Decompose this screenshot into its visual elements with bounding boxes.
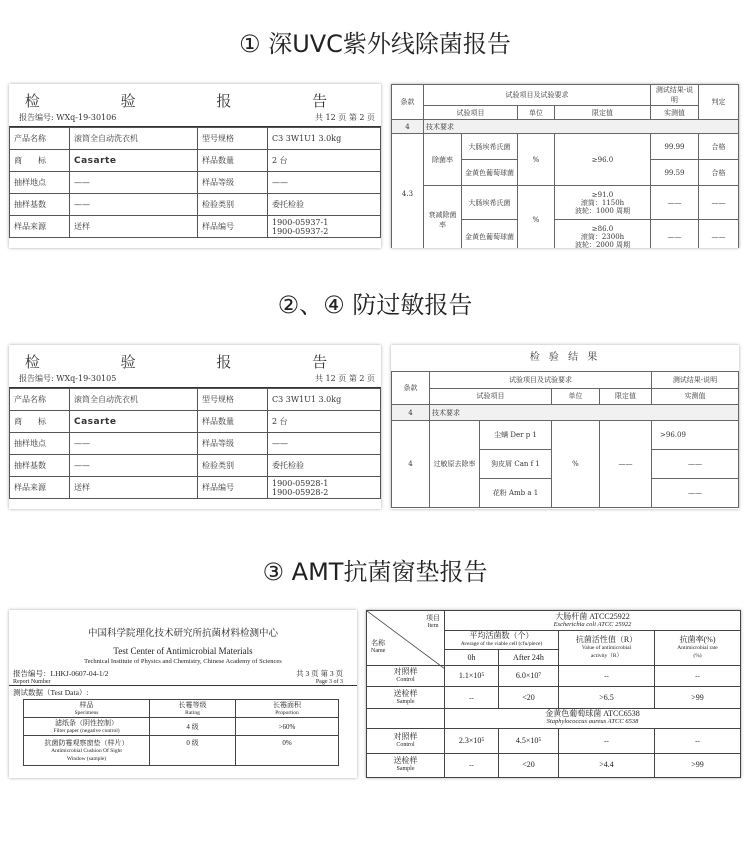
header-text: Average of the viable cell (cfu/piece): [460, 641, 543, 648]
report-title: 检 验 报 告: [24, 92, 366, 110]
value-cell: ——: [70, 433, 198, 455]
corner-name: [371, 639, 385, 655]
value-cell: ——: [268, 433, 381, 455]
header-text: Value of antimicrobial: [581, 645, 632, 652]
header-text: Proportion: [275, 709, 299, 716]
uvc-inspection-report: [9, 84, 381, 248]
label-cell: 商 标: [10, 411, 70, 433]
tech-label: 技术要求: [430, 405, 739, 421]
header-rating: [150, 700, 236, 718]
tech-label: 技术要求: [424, 120, 739, 134]
label-cell: 检验类别: [198, 194, 268, 216]
label-cell: 样品编号: [198, 216, 268, 238]
brand-logo: Casarte: [70, 411, 198, 433]
bacteria-name: 金黄色葡萄球菌: [462, 220, 518, 249]
activity-value: --: [559, 665, 655, 686]
allergy-inspection-report: [9, 345, 381, 509]
header-item: 试验项目: [424, 106, 518, 120]
sample-text: Filter paper (negative control): [53, 727, 120, 734]
row-label: [367, 753, 445, 777]
header-item: 试验项目: [430, 388, 552, 405]
label-text: Sample: [396, 698, 415, 705]
value-cell: ——: [70, 194, 198, 216]
count-0h: 2.3×10⁵: [445, 729, 499, 753]
report-pages: 共 3 页 第 3 页: [296, 669, 343, 678]
area-cell: 0%: [236, 736, 339, 766]
report-pages-en: Page 3 of 3: [315, 679, 343, 685]
header-corner: [367, 611, 445, 666]
header-text: 抗菌活性值（R）: [575, 635, 638, 645]
report-number: 报告编号：LHKJ-0607-04-1/2: [13, 669, 109, 678]
label-cell: 型号规格: [198, 128, 268, 150]
value-cell: 2 台: [268, 411, 381, 433]
header-result: 测试结果-说明: [652, 372, 739, 389]
rate-value: >99: [655, 753, 741, 777]
header-text: activity（R）: [590, 653, 623, 660]
label-text: Control: [396, 677, 415, 684]
report-number-line: [9, 665, 357, 679]
sample-cell: [24, 736, 150, 766]
value-cell: C3 3W1U1 3.0kg: [268, 389, 381, 411]
value-cell: [268, 216, 381, 238]
measured-value: ——: [652, 449, 739, 478]
sample-text: 滤纸条（阴性控制）: [55, 718, 118, 727]
mold-table: [23, 699, 339, 766]
value-cell: 滚筒全自动洗衣机: [70, 389, 198, 411]
sample-number: 1900-05928-2: [272, 487, 329, 497]
limit-text: ≥91.0: [591, 190, 614, 199]
header-text: Rating: [185, 709, 200, 716]
label-cell: 抽样基数: [10, 194, 70, 216]
table-row: [24, 718, 339, 736]
sample-text: 抗菌防霉观察窗垫（样片）: [44, 738, 129, 747]
limit-text: 滚筒：2300h: [580, 232, 625, 241]
header-activity: [559, 631, 655, 666]
header-text: 长霉面积: [273, 700, 301, 709]
institute-en-title: Technical Institute of Physics and Chemistry, Chinese Academy of Sciences: [84, 658, 282, 665]
limit-cell: ——: [600, 420, 652, 507]
tech-number: 4: [392, 405, 430, 421]
bacteria-1-header: [445, 611, 741, 631]
label-cell: 样品来源: [10, 477, 70, 499]
header-text: 项目: [426, 614, 440, 622]
report-info-table: [9, 388, 381, 499]
label-cell: 检验类别: [198, 455, 268, 477]
measured-value: ——: [651, 220, 699, 249]
limit-cell: [555, 186, 651, 220]
label-cell: 抽样基数: [10, 455, 70, 477]
bacteria-name: 大肠埃希氏菌: [462, 186, 518, 220]
table-row: [10, 477, 381, 499]
test-data-label: 测试数据（Test Data）:: [13, 688, 89, 697]
count-0h: --: [445, 687, 499, 708]
group-name: 除菌率: [424, 134, 462, 186]
table-row: [10, 411, 381, 433]
rating-cell: 0 级: [150, 736, 236, 766]
header-text: Name: [371, 648, 386, 654]
section-title-allergy: ②、④ 防过敏报告: [277, 291, 473, 319]
uvc-result-table-card: [391, 84, 739, 248]
judge-cell: 合格: [699, 160, 739, 186]
header-area: [236, 700, 339, 718]
table-row: [10, 389, 381, 411]
bacteria-name: 大肠埃希氏菌: [462, 134, 518, 160]
unit-cell: %: [552, 420, 600, 507]
allergen-name: 花粉 Amb a 1: [480, 478, 552, 507]
header-text: Item: [427, 623, 439, 629]
bacteria-name: 金黄色葡萄球菌 ATCC6538: [545, 709, 640, 719]
header-limit: 限定值: [600, 388, 652, 405]
value-cell: ——: [70, 455, 198, 477]
header-unit: 单位: [552, 388, 600, 405]
table-row: [10, 216, 381, 238]
value-cell: ——: [70, 172, 198, 194]
label-cell: 样品编号: [198, 477, 268, 499]
rate-value: --: [655, 729, 741, 753]
header-unit: 单位: [518, 106, 555, 120]
label-text: Sample: [396, 766, 415, 773]
label-cell: 样品数量: [198, 411, 268, 433]
measured-value: ——: [651, 186, 699, 220]
header-text: 长霉等级: [178, 700, 207, 709]
label-text: 送检样: [393, 756, 418, 766]
value-cell: 委托检验: [268, 455, 381, 477]
sample-text: Antimicrobial Cushion Of Sight: [51, 747, 122, 754]
bacteria-name: 大肠杆菌 ATCC25922: [555, 611, 630, 621]
limit-text: ≥86.0: [591, 224, 614, 233]
limit-cell: [555, 220, 651, 249]
sample-cell: [24, 718, 150, 736]
count-24h: <20: [499, 753, 559, 777]
table-row: [10, 128, 381, 150]
report-pages: 共 12 页 第 2 页: [315, 113, 375, 122]
header-text: Antimicrobial rate: [677, 645, 718, 652]
value-cell: C3 3W1U1 3.0kg: [268, 128, 381, 150]
label-cell: 样品等级: [198, 433, 268, 455]
count-24h: 4.5×10⁵: [499, 729, 559, 753]
empty-cell: [367, 708, 445, 728]
table-row: [367, 687, 741, 708]
label-cell: 样品等级: [198, 172, 268, 194]
center-cn-title: 中国科学院理化技术研究所抗菌材料检测中心: [87, 629, 278, 639]
label-cell: 样品数量: [198, 150, 268, 172]
header-24h: After 24h: [499, 649, 559, 665]
measured-value: >96.09: [652, 420, 739, 449]
clause-number: 4: [392, 420, 430, 507]
area-cell: >60%: [236, 718, 339, 736]
section-title-amt: ③ AMT抗菌窗垫报告: [262, 558, 488, 586]
header-result: 测试结果-说明: [651, 85, 699, 106]
value-cell: [268, 477, 381, 499]
allergen-name: 尘螨 Der p 1: [480, 420, 552, 449]
label-text: 送检样: [393, 688, 418, 698]
activity-value: >6.5: [559, 687, 655, 708]
label-cell: 抽样地点: [10, 433, 70, 455]
table-row: [367, 729, 741, 753]
measured-value: 99.99: [651, 134, 699, 160]
center-en-title: Test Center of Antimicrobial Materials: [113, 646, 253, 656]
header-text: 名称: [371, 639, 386, 647]
header-0h: 0h: [445, 649, 499, 665]
limit-text: 波轮：2000 周期: [574, 240, 631, 248]
brand-logo: Casarte: [70, 150, 198, 172]
header-items: 试验项目及试验要求: [424, 85, 651, 106]
table-row: [24, 736, 339, 766]
unit-cell: %: [518, 134, 555, 186]
report-number: 报告编号: WXq-19-30105: [19, 374, 117, 383]
measured-value: 99.59: [651, 160, 699, 186]
judge-cell: 合格: [699, 134, 739, 160]
label-text: 对照样: [393, 731, 418, 741]
allergy-result-card: [391, 345, 739, 509]
allergen-name: 狗皮屑 Can f 1: [480, 449, 552, 478]
label-text: 对照样: [393, 667, 418, 677]
report-number-en-line: [9, 679, 357, 686]
count-24h: <20: [499, 687, 559, 708]
label-cell: 样品来源: [10, 216, 70, 238]
header-text: 抗菌率(%): [679, 635, 716, 645]
bacteria-name-en: Escherichia coli ATCC 25922: [553, 620, 632, 628]
header-count: [445, 631, 559, 649]
clause-number: 4.3: [392, 134, 424, 249]
value-cell: 委托检验: [268, 194, 381, 216]
value-cell: 送样: [70, 216, 198, 238]
header-text: 样品: [79, 700, 94, 709]
header-clause: 条款: [392, 372, 430, 405]
count-24h: 6.0×10⁷: [499, 665, 559, 686]
value-cell: ——: [268, 172, 381, 194]
report-number-en: Report Number: [13, 679, 51, 685]
row-label: [367, 687, 445, 708]
header-text: Specimens: [74, 709, 99, 716]
section-title-uvc: ① 深UVC紫外线除菌报告: [239, 30, 511, 58]
rating-cell: 4 级: [150, 718, 236, 736]
header-sample: [24, 700, 150, 718]
label-cell: 产品名称: [10, 389, 70, 411]
header-judge: 判定: [699, 85, 739, 120]
limit-text: 滚筒：1150h: [580, 198, 625, 207]
table-row: [10, 433, 381, 455]
bacteria-2-header: [445, 708, 741, 728]
report-number: 报告编号: WXq-19-30106: [19, 113, 117, 122]
count-0h: --: [445, 753, 499, 777]
tech-number: 4: [392, 120, 424, 134]
sample-number: 1900-05928-1: [272, 478, 329, 488]
label-cell: 产品名称: [10, 128, 70, 150]
antibacterial-table: [366, 610, 741, 778]
report-number-line: [9, 112, 381, 127]
table-row: [10, 455, 381, 477]
header-text: (%): [693, 653, 702, 660]
report-info-table: [9, 127, 381, 238]
header-items: 试验项目及试验要求: [430, 372, 652, 389]
label-cell: 抽样地点: [10, 172, 70, 194]
limit-cell: ≥96.0: [555, 134, 651, 186]
result-title: 检 验 结 果: [529, 352, 601, 363]
report-title: 检 验 报 告: [24, 353, 366, 371]
table-row: [10, 150, 381, 172]
judge-cell: ——: [699, 186, 739, 220]
bacteria-name: 金黄色葡萄球菌: [462, 160, 518, 186]
uvc-result-table: [391, 84, 739, 248]
rate-value: >99: [655, 687, 741, 708]
header-limit: 限定值: [555, 106, 651, 120]
judge-cell: ——: [699, 220, 739, 249]
table-row: [10, 172, 381, 194]
allergy-result-table: [391, 371, 739, 508]
value-cell: 送样: [70, 477, 198, 499]
amt-antibacterial-card: [366, 610, 741, 778]
header-measured: 实测值: [651, 106, 699, 120]
value-cell: 滚筒全自动洗衣机: [70, 128, 198, 150]
sample-number: 1900-05937-2: [272, 226, 329, 236]
limit-text: 波轮：1000 周期: [574, 206, 631, 215]
rate-value: --: [655, 665, 741, 686]
group-name: 衰减除菌率: [424, 186, 462, 249]
header-clause: 条款: [392, 85, 424, 120]
row-label: [367, 729, 445, 753]
sample-number: 1900-05937-1: [272, 217, 329, 227]
label-text: Control: [396, 741, 415, 748]
sample-text: Window (sample): [66, 755, 107, 762]
header-rate: [655, 631, 741, 666]
bacteria-name-en: Staphylococcus aureus ATCC 6538: [546, 718, 639, 726]
corner-item: [426, 614, 440, 630]
table-row: [367, 753, 741, 777]
report-pages: 共 12 页 第 2 页: [315, 374, 375, 383]
label-cell: 型号规格: [198, 389, 268, 411]
count-0h: 1.1×10⁵: [445, 665, 499, 686]
group-name: 过敏原去除率: [430, 420, 480, 507]
header-text: 平均活菌数（个）: [469, 631, 534, 641]
value-cell: 2 台: [268, 150, 381, 172]
table-row: [10, 194, 381, 216]
amt-mold-report: [9, 610, 357, 778]
activity-value: >4.4: [559, 753, 655, 777]
header-measured: 实测值: [652, 388, 739, 405]
label-cell: 商 标: [10, 150, 70, 172]
measured-value: ——: [652, 478, 739, 507]
activity-value: --: [559, 729, 655, 753]
unit-cell: %: [518, 186, 555, 249]
report-number-line: [9, 373, 381, 388]
